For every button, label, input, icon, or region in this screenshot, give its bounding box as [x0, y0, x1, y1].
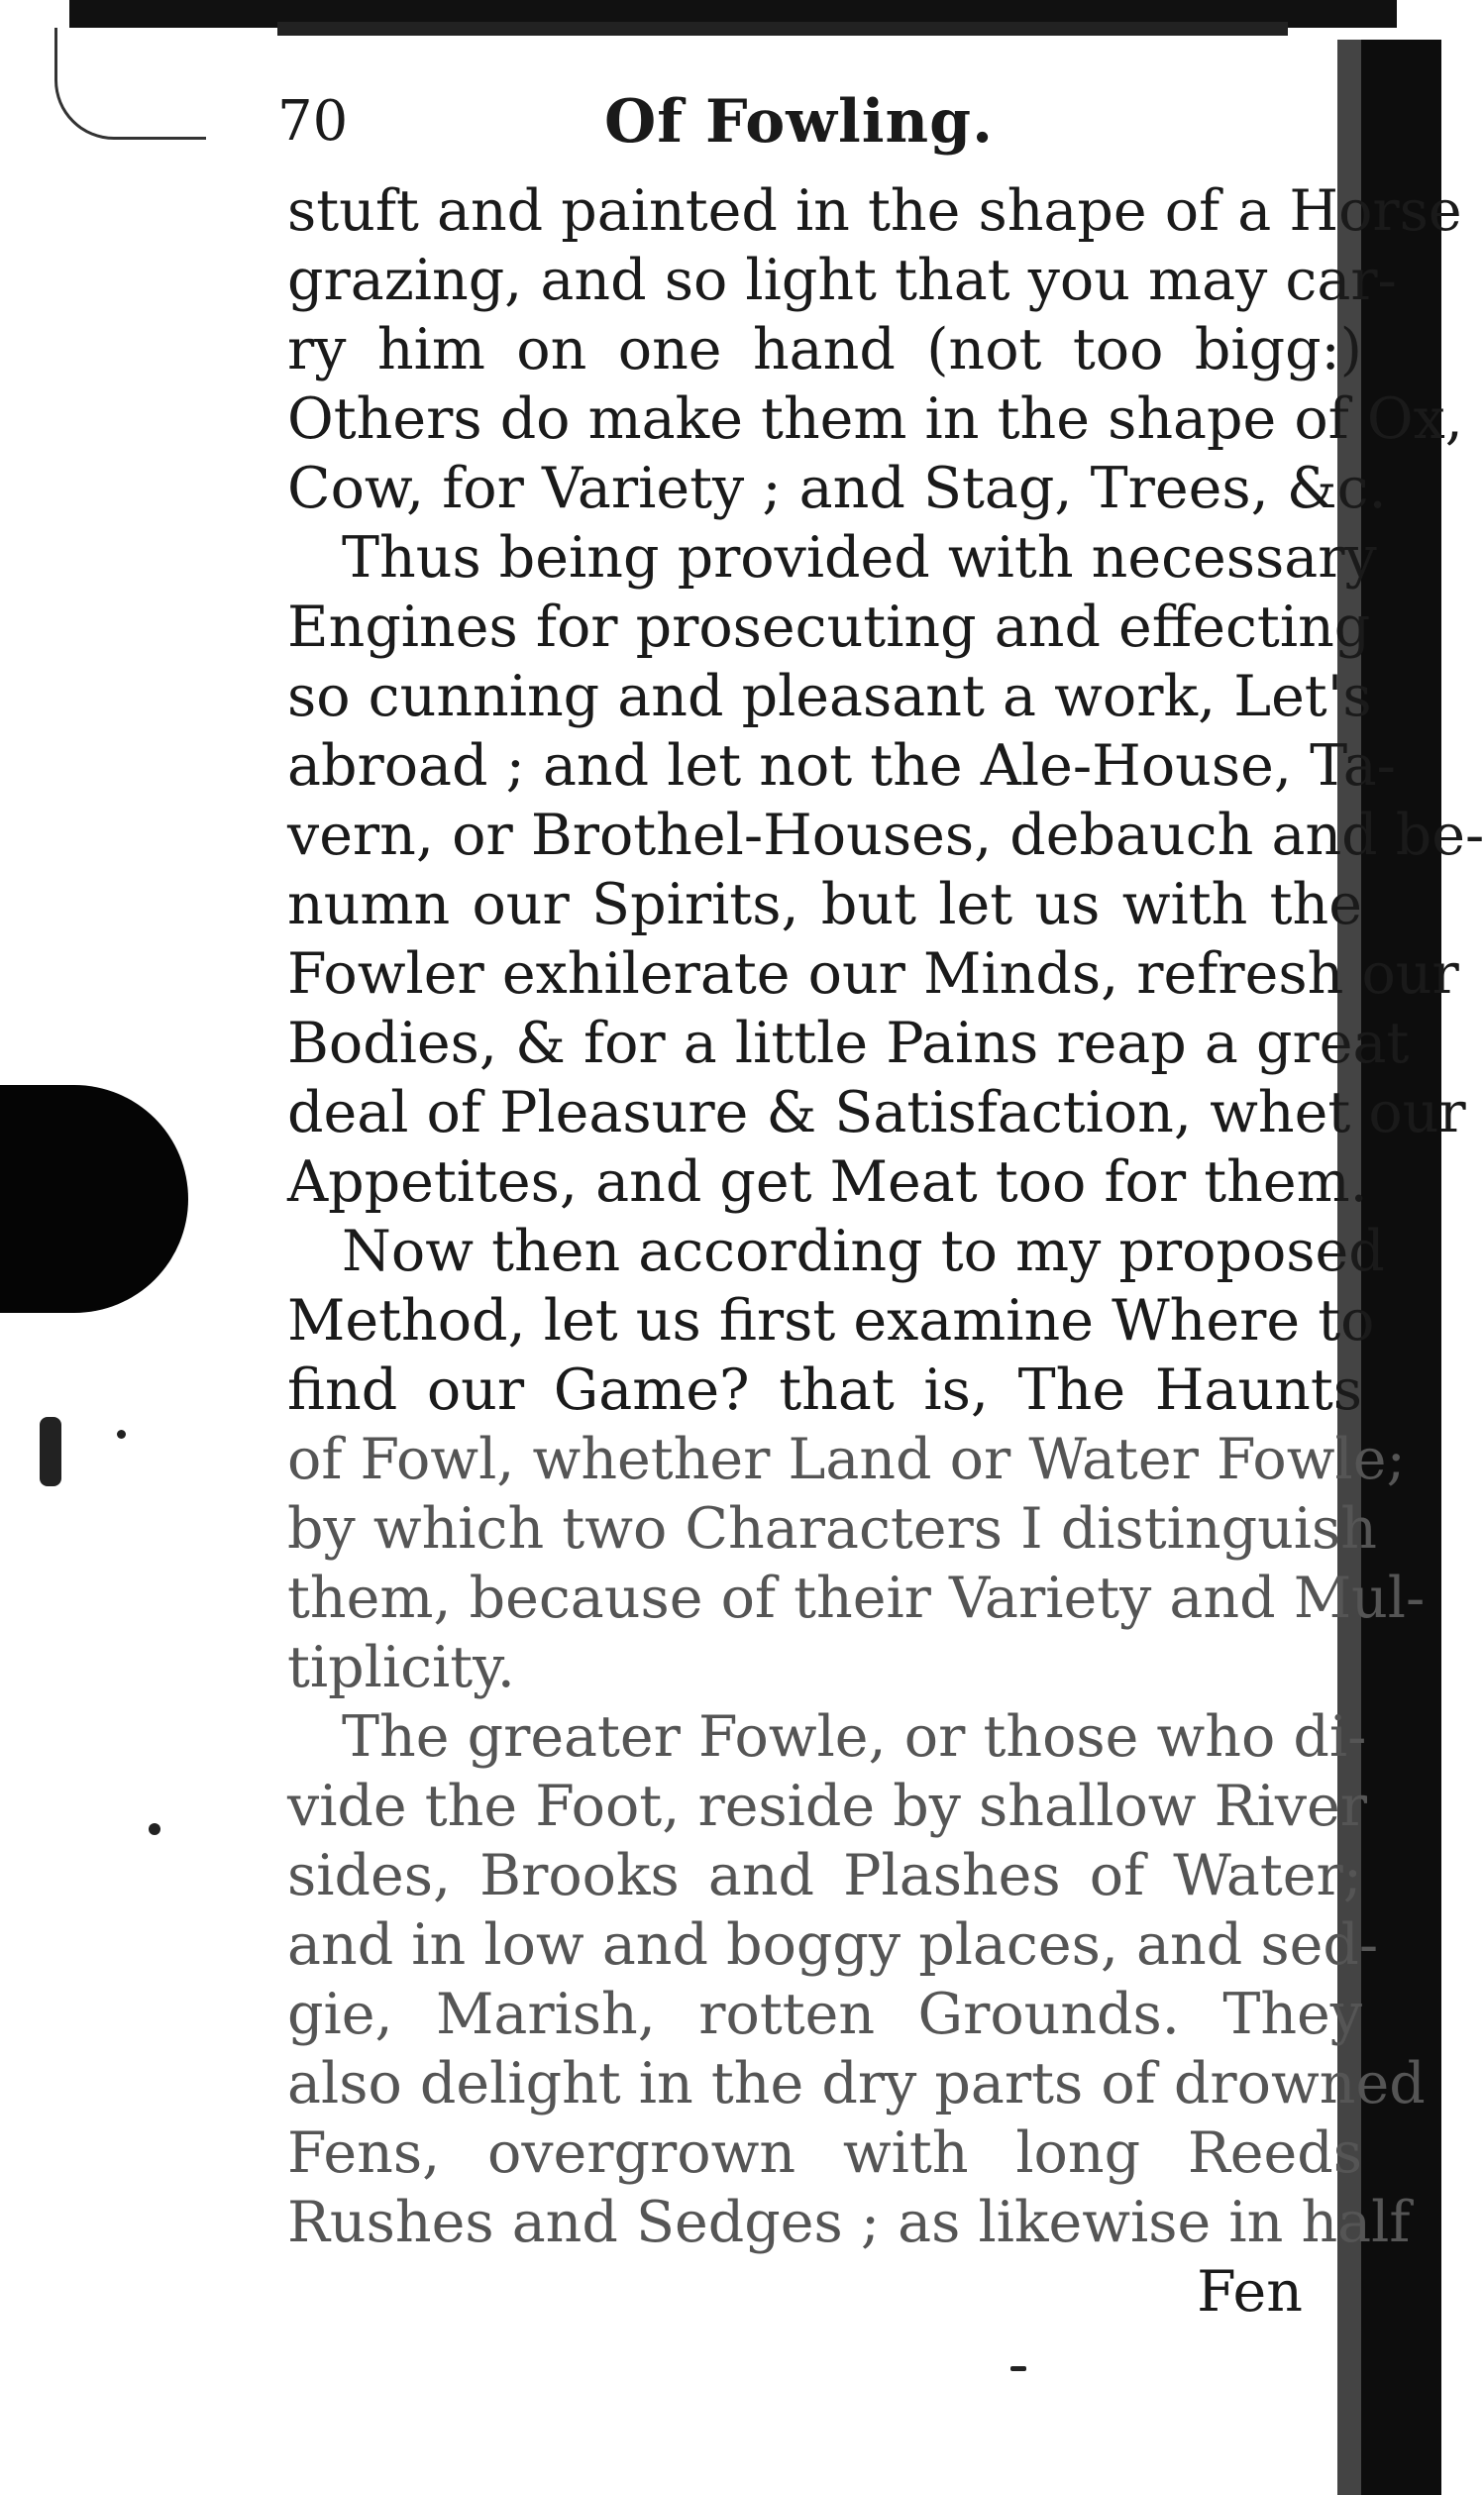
text-line: numn our Spirits, but let us with the [287, 872, 1362, 937]
text-line: The greater Fowle, or those who di- [342, 1704, 1367, 1770]
text-line: of Fowl, whether Land or Water Fowle; [287, 1427, 1406, 1492]
text-line: Fens, overgrown with long Reeds [287, 2120, 1362, 2186]
catchword: Fen [1197, 2259, 1303, 2325]
text-line: Cow, for Variety ; and Stag, Trees, &c. [287, 456, 1387, 521]
text-line: Appetites, and get Meat too for them. [287, 1149, 1368, 1215]
text-line: ry him on one hand (not too bigg:) [287, 317, 1362, 382]
body-text [287, 176, 1484, 2327]
text-line: find our Game? that is, The Haunts [287, 1357, 1362, 1423]
text-line: Thus being provided with necessary [342, 525, 1377, 591]
text-line: Others do make them in the shape of Ox, [287, 386, 1463, 452]
text-line: sides, Brooks and Plashes of Water; [287, 1843, 1362, 1908]
text-line: tiplicity. [287, 1635, 515, 1700]
text-line: abroad ; and let not the Ale-House, Ta- [287, 733, 1396, 799]
text-line: by which two Characters I distinguish [287, 1496, 1377, 1562]
running-head: Of Fowling. [604, 87, 995, 157]
text-line: Method, let us first examine Where to [287, 1288, 1375, 1354]
text-line: Now then according to my proposed [342, 1219, 1385, 1284]
text-line: stuft and painted in the shape of a Horse [287, 178, 1462, 244]
text-line: Rushes and Sedges ; as likewise in half [287, 2190, 1411, 2255]
page-header [277, 77, 1337, 166]
page-number: 70 [277, 89, 349, 154]
text-line: vide the Foot, reside by shallow River [287, 1774, 1368, 1839]
text-line: deal of Pleasure & Satisfaction, whet our [287, 1080, 1466, 1145]
text-line: gie, Marish, rotten Grounds. They [287, 1982, 1362, 2047]
text-line: Bodies, & for a little Pains reap a great [287, 1011, 1410, 1076]
text-line: and in low and boggy places, and sed- [287, 1912, 1379, 1978]
text-line: also delight in the dry parts of drowned [287, 2051, 1426, 2116]
text-line: so cunning and pleasant a work, Let's [287, 664, 1372, 729]
text-line: Engines for prosecuting and effecting [287, 595, 1371, 660]
catchword-line [287, 2257, 1362, 2327]
text-line: vern, or Brothel-Houses, debauch and be- [287, 803, 1484, 868]
text-line: them, because of their Variety and Mul- [287, 1566, 1426, 1631]
text-line: grazing, and so light that you may car- [287, 248, 1397, 313]
text-line: Fowler exhilerate our Minds, refresh our [287, 941, 1459, 1007]
